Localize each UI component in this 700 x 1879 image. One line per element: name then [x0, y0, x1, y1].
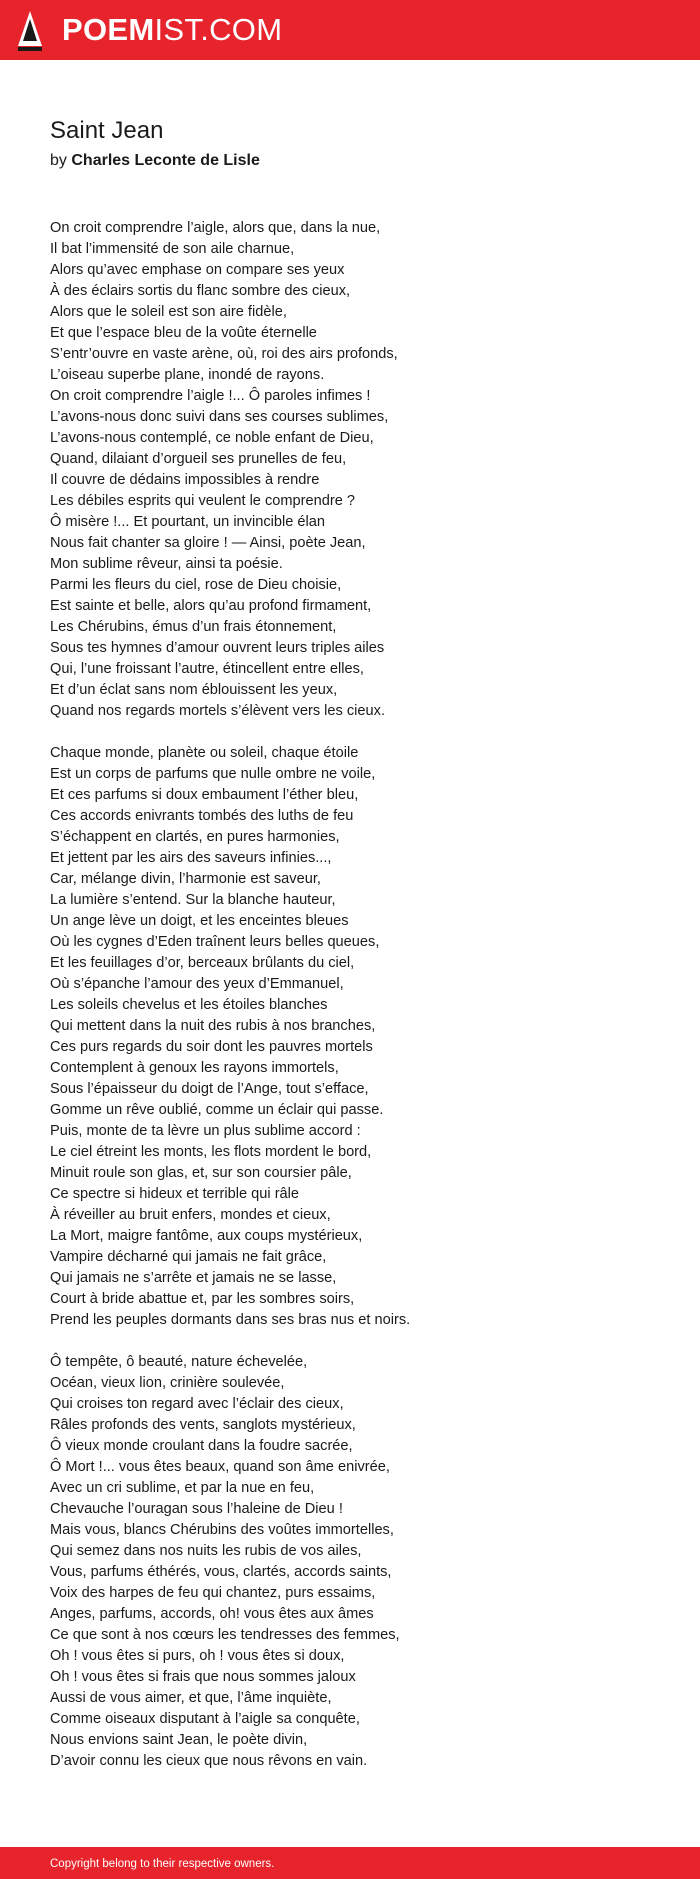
poem-line: La lumière s’entend. Sur la blanche hauteur,: [50, 892, 336, 908]
poem-body: [50, 218, 410, 1793]
poem-line: Les Chérubins, émus d’un frais étonnement,: [50, 619, 337, 635]
poem-line: Le ciel étreint les monts, les flots mordent le bord,: [50, 1144, 372, 1160]
poem-line: Les débiles esprits qui veulent le comprendre ?: [50, 493, 356, 509]
byline-prefix: by: [50, 152, 67, 169]
poem-line: À des éclairs sortis du flanc sombre des cieux,: [50, 283, 351, 299]
poem-line: Chevauche l’ouragan sous l’haleine de Dieu !: [50, 1501, 343, 1517]
poem-title: Saint Jean: [50, 117, 164, 144]
poem-line: On croit comprendre l’aigle !... Ô paroles infimes !: [50, 388, 371, 404]
poem-stanza: [50, 1352, 410, 1772]
poem-line: Et jettent par les airs des saveurs infinies...,: [50, 850, 332, 866]
poem-line: Oh ! vous êtes si purs, oh ! vous êtes si doux,: [50, 1648, 345, 1664]
byline: [50, 150, 260, 172]
poem-line: Ô tempête, ô beauté, nature échevelée,: [50, 1354, 308, 1370]
poem-line: Râles profonds des vents, sanglots mystérieux,: [50, 1417, 356, 1433]
poem-line: Nous fait chanter sa gloire ! — Ainsi, poète Jean,: [50, 535, 366, 551]
site-header: [0, 0, 700, 60]
poem-line: Sous l’épaisseur du doigt de l’Ange, tout s’efface,: [50, 1081, 369, 1097]
poem-line: Qui croises ton regard avec l’éclair des cieux,: [50, 1396, 344, 1412]
pen-nib-icon[interactable]: [17, 10, 43, 52]
poem-line: On croit comprendre l’aigle, alors que, dans la nue,: [50, 220, 381, 236]
author-name: Charles Leconte de Lisle: [71, 152, 260, 169]
poem-line: Anges, parfums, accords, oh! vous êtes aux âmes: [50, 1606, 374, 1622]
poem-line: Chaque monde, planète ou soleil, chaque étoile: [50, 745, 359, 761]
poem-line: Quand nos regards mortels s’élèvent vers les cieux.: [50, 703, 386, 719]
poem-line: S’échappent en clartés, en pures harmonies,: [50, 829, 340, 845]
poem-line: Ô misère !... Et pourtant, un invincible élan: [50, 514, 325, 530]
poem-line: Nous envions saint Jean, le poète divin,: [50, 1732, 308, 1748]
poem-line: Aussi de vous aimer, et que, l’âme inquiète,: [50, 1690, 332, 1706]
poem-line: Prend les peuples dormants dans ses bras nus et noirs.: [50, 1312, 411, 1328]
poem-line: Quand, dilaiant d’orgueil ses prunelles de feu,: [50, 451, 347, 467]
poem-line: Voix des harpes de feu qui chantez, purs essaims,: [50, 1585, 376, 1601]
poem-line: Ô vieux monde croulant dans la foudre sacrée,: [50, 1438, 353, 1454]
poem-line: Océan, vieux lion, crinière soulevée,: [50, 1375, 285, 1391]
poem-line: Les soleils chevelus et les étoiles blanches: [50, 997, 328, 1013]
poem-line: Parmi les fleurs du ciel, rose de Dieu choisie,: [50, 577, 342, 593]
copyright-notice: Copyright belong to their respective owners.: [50, 1858, 275, 1870]
poem-line: Alors que le soleil est son aire fidèle,: [50, 304, 287, 320]
poem-line: Ces accords enivrants tombés des luths de feu: [50, 808, 354, 824]
poem-line: L’avons-nous donc suivi dans ses courses sublimes,: [50, 409, 389, 425]
poem-line: Contemplent à genoux les rayons immortels,: [50, 1060, 339, 1076]
poem-line: Gomme un rêve oublié, comme un éclair qui passe.: [50, 1102, 384, 1118]
poem-line: D’avoir connu les cieux que nous rêvons en vain.: [50, 1753, 368, 1769]
poem-line: Qui jamais ne s’arrête et jamais ne se lasse,: [50, 1270, 337, 1286]
poem-line: Il couvre de dédains impossibles à rendre: [50, 472, 320, 488]
poem-line: Vous, parfums éthérés, vous, clartés, accords saints,: [50, 1564, 392, 1580]
poem-line: Ô Mort !... vous êtes beaux, quand son âme enivrée,: [50, 1459, 390, 1475]
site-footer: [0, 1847, 700, 1879]
poem-line: Comme oiseaux disputant à l’aigle sa conquête,: [50, 1711, 360, 1727]
poem-line: Ces purs regards du soir dont les pauvres mortels: [50, 1039, 373, 1055]
poem-line: Sous tes hymnes d’amour ouvrent leurs triples ailes: [50, 640, 385, 656]
poem-line: Qui mettent dans la nuit des rubis à nos branches,: [50, 1018, 376, 1034]
poem-line: L’oiseau superbe plane, inondé de rayons.: [50, 367, 325, 383]
poem-line: Et les feuillages d’or, berceaux brûlants du ciel,: [50, 955, 355, 971]
poem-line: Alors qu’avec emphase on compare ses yeux: [50, 262, 345, 278]
poem-line: À réveiller au bruit enfers, mondes et cieux,: [50, 1207, 331, 1223]
poem-line: Où s’épanche l’amour des yeux d’Emmanuel,: [50, 976, 344, 992]
poem-line: Oh ! vous êtes si frais que nous sommes jaloux: [50, 1669, 356, 1685]
poem-heading: [50, 114, 260, 172]
poem-line: L’avons-nous contemplé, ce noble enfant de Dieu,: [50, 430, 374, 446]
poem-stanza: [50, 743, 410, 1331]
poem-line: Où les cygnes d’Eden traînent leurs belles queues,: [50, 934, 380, 950]
poem-line: Est un corps de parfums que nulle ombre ne voile,: [50, 766, 376, 782]
poem-line: Un ange lève un doigt, et les enceintes bleues: [50, 913, 349, 929]
poem-line: Qui, l’une froissant l’autre, étincellent entre elles,: [50, 661, 364, 677]
site-logo[interactable]: [62, 12, 282, 48]
poem-line: Car, mélange divin, l’harmonie est saveur,: [50, 871, 321, 887]
poem-line: Il bat l’immensité de son aile charnue,: [50, 241, 295, 257]
poem-line: La Mort, maigre fantôme, aux coups mystérieux,: [50, 1228, 363, 1244]
poem-line: Qui semez dans nos nuits les rubis de vos ailes,: [50, 1543, 362, 1559]
logo-bold-text: POEM: [62, 12, 155, 47]
poem-line: Est sainte et belle, alors qu’au profond firmament,: [50, 598, 372, 614]
poem-line: Minuit roule son glas, et, sur son coursier pâle,: [50, 1165, 352, 1181]
poem-line: Mais vous, blancs Chérubins des voûtes immortelles,: [50, 1522, 394, 1538]
poem-line: Et ces parfums si doux embaument l’éther bleu,: [50, 787, 359, 803]
poem-line: Et que l’espace bleu de la voûte éternelle: [50, 325, 317, 341]
poem-line: S’entr’ouvre en vaste arène, où, roi des airs profonds,: [50, 346, 398, 362]
logo-thin-text: IST.COM: [154, 12, 283, 47]
poem-line: Mon sublime rêveur, ainsi ta poésie.: [50, 556, 283, 572]
poem-line: Puis, monte de ta lèvre un plus sublime accord :: [50, 1123, 361, 1139]
poem-line: Avec un cri sublime, et par la nue en feu,: [50, 1480, 315, 1496]
poem-line: Vampire décharné qui jamais ne fait grâce,: [50, 1249, 327, 1265]
poem-line: Et d’un éclat sans nom éblouissent les yeux,: [50, 682, 338, 698]
poem-line: Ce spectre si hideux et terrible qui râle: [50, 1186, 300, 1202]
poem-stanza: [50, 218, 410, 722]
poem-line: Ce que sont à nos cœurs les tendresses des femmes,: [50, 1627, 400, 1643]
poem-line: Court à bride abattue et, par les sombres soirs,: [50, 1291, 355, 1307]
